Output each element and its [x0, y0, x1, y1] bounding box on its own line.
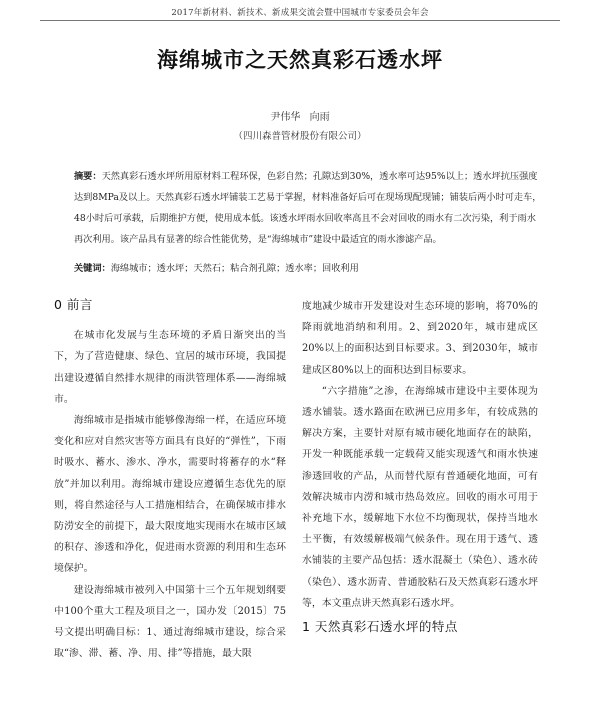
section-heading-1: 1 天然真彩石透水坪的特点: [302, 619, 458, 635]
right-column: [302, 296, 538, 637]
section-heading-intro: 0 前言: [54, 297, 93, 312]
keywords: [74, 258, 542, 279]
paragraph: 在城市化发展与生态环境的矛盾日渐突出的当下，为了营造健康、绿色、宜居的城市环境，我国提出建设遵循自然排水规律的雨洪管理体系——海绵城市。: [54, 330, 286, 405]
paper-title: 海绵城市之天然真彩石透水坪: [157, 48, 443, 72]
running-header: 2017年新材料、新技术、新成果交流会暨中国城市专家委员会年会: [171, 8, 429, 18]
paragraph: 度地减少城市开发建设对生态环境的影响，将70%的降雨就地消纳和利用。2、到2020年，城市建成区20%以上的面积达到目标要求。3、到2030年，城市建成区80%以上的面积达到目标要求。: [302, 301, 538, 376]
abstract: [74, 166, 542, 250]
paragraph: 海绵城市是指城市能够像海绵一样，在适应环境变化和应对自然灾害等方面具有良好的“弹性”，下雨时吸水、蓄水、渗水、净水，需要时将蓄存的水“释放”并加以利用。海绵城市建设应遵循生态优先的原则，将自然途径与人工措施相结合，在确保城市排水防涝安全的前提下，最大限度地实现雨水在城市区域的积存、渗透和净化，促进雨水资源的利用和生态环境保护。: [54, 415, 286, 575]
paragraph: 建设海绵城市被列入中国第十三个五年规划纲要中100个重大工程及项目之一，国办发〔2015〕75号文提出明确目标：1、通过海绵城市建设，综合采取“渗、滞、蓄、净、用、排”等措施，最大限: [54, 584, 286, 660]
paragraph: “六字措施”之渗，在海绵城市建设中主要体现为透水铺装。透水路面在欧洲已应用多年，有较成熟的解决方案，主要针对原有城市硬化地面存在的缺陷，开发一种既能承载一定载荷又能实现透气和雨水快速渗透回收的产品，从而替代原有普通硬化地面，可有效解决城市内涝和城市热岛效应。回收的雨水可用于补充地下水，缓解地下水位不均衡现状，保持当地水土平衡，有效缓解极端气候条件。现在用于透气、透水铺装的主要产品包括：透水混凝土（染色）、透水砖（染色）、透水沥青、普通胶粘石及天然真彩石透水坪等，本文重点讲天然真彩石透水坪。: [302, 385, 538, 609]
affiliation: （四川森普管材股份有限公司）: [233, 131, 367, 142]
authors: 尹伟华 向雨: [270, 112, 330, 123]
header-divider: [40, 20, 560, 21]
abstract-text: 天然真彩石透水坪所用原材料工程环保，色彩自然；孔隙达到30%，透水率可达95%以上；透水坪抗压强度达到8MPa及以上。天然真彩石透水坪铺装工艺易于掌握，材料准备好后可在现场现配现铺；铺装后两小时可走车，48小时后可承载，后期维护方便，使用成本低。该透水坪雨水回收率高且不会对回收的雨水有二次污染，利于雨水再次利用。该产品具有显著的综合性能优势，是“海绵城市”建设中最适宜的雨水渗滤产品。: [74, 171, 542, 245]
keywords-text: 海绵城市；透水坪；天然石；粘合剂孔隙；透水率；回收利用: [110, 263, 359, 274]
left-column: [54, 294, 286, 664]
keywords-label: 关键词：: [74, 263, 111, 274]
abstract-block: [74, 166, 542, 279]
abstract-label: 摘要：: [74, 171, 102, 182]
